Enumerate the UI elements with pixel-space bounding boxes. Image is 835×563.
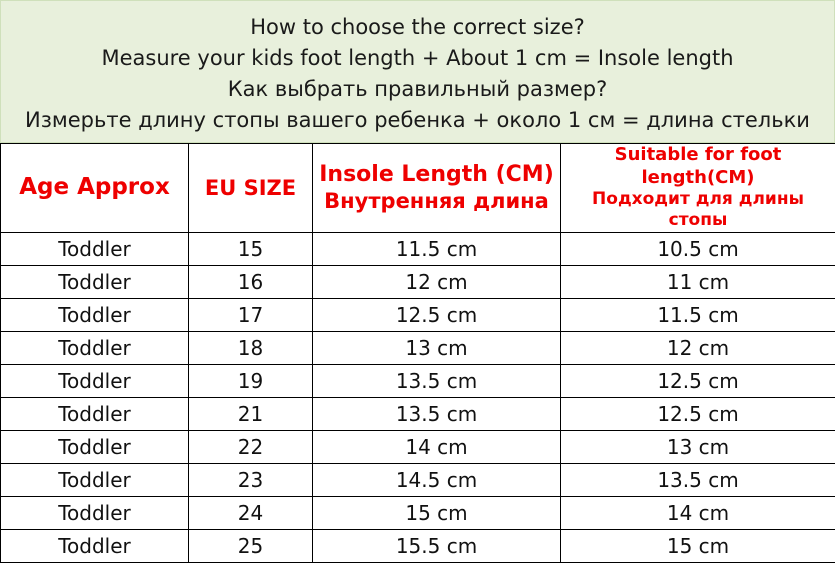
table-row <box>1 364 835 397</box>
cell-age: Toddler <box>1 463 189 496</box>
column-header-age-main: Age Approx <box>19 174 170 200</box>
table-row <box>1 496 835 529</box>
cell-eu-size: 21 <box>189 397 313 430</box>
cell-foot-length: 14 cm <box>561 496 835 529</box>
cell-insole-length: 14 cm <box>313 430 561 463</box>
cell-insole-length: 12.5 cm <box>313 298 561 331</box>
cell-age: Toddler <box>1 430 189 463</box>
banner-line-ru-instruction: Измерьте длину стопы вашего ребенка + около 1 см = длина стельки <box>1 105 834 136</box>
cell-insole-length: 15.5 cm <box>313 529 561 562</box>
cell-insole-length: 13 cm <box>313 331 561 364</box>
cell-insole-length: 14.5 cm <box>313 463 561 496</box>
cell-eu-size: 17 <box>189 298 313 331</box>
cell-age: Toddler <box>1 496 189 529</box>
cell-insole-length: 12 cm <box>313 265 561 298</box>
cell-age: Toddler <box>1 529 189 562</box>
table-header-row <box>1 144 835 233</box>
cell-eu-size: 23 <box>189 463 313 496</box>
cell-age: Toddler <box>1 232 189 265</box>
column-header-eu-size-main: EU SIZE <box>205 176 296 200</box>
table-row <box>1 265 835 298</box>
cell-eu-size: 18 <box>189 331 313 364</box>
table-row <box>1 331 835 364</box>
cell-age: Toddler <box>1 397 189 430</box>
cell-insole-length: 13.5 cm <box>313 364 561 397</box>
table-header <box>1 144 835 233</box>
cell-insole-length: 15 cm <box>313 496 561 529</box>
banner-line-en-question: How to choose the correct size? <box>1 12 834 43</box>
cell-foot-length: 10.5 cm <box>561 232 835 265</box>
cell-eu-size: 15 <box>189 232 313 265</box>
table-row <box>1 463 835 496</box>
cell-age: Toddler <box>1 331 189 364</box>
table-row <box>1 430 835 463</box>
column-header-age <box>1 144 189 233</box>
cell-foot-length: 12.5 cm <box>561 397 835 430</box>
column-header-foot-length-sub: Подходит для длины стопы <box>561 189 835 232</box>
cell-foot-length: 12.5 cm <box>561 364 835 397</box>
cell-age: Toddler <box>1 298 189 331</box>
cell-foot-length: 13.5 cm <box>561 463 835 496</box>
cell-eu-size: 24 <box>189 496 313 529</box>
cell-foot-length: 12 cm <box>561 331 835 364</box>
column-header-insole-length <box>313 144 561 233</box>
cell-foot-length: 13 cm <box>561 430 835 463</box>
cell-eu-size: 16 <box>189 265 313 298</box>
column-header-insole-length-main: Insole Length (CM) <box>319 162 554 187</box>
cell-foot-length: 15 cm <box>561 529 835 562</box>
cell-eu-size: 25 <box>189 529 313 562</box>
cell-eu-size: 22 <box>189 430 313 463</box>
banner-line-en-instruction: Measure your kids foot length + About 1 cm = Insole length <box>1 43 834 74</box>
table-row <box>1 232 835 265</box>
size-table <box>0 143 835 563</box>
column-header-foot-length <box>561 144 835 233</box>
banner-line-ru-question: Как выбрать правильный размер? <box>1 74 834 105</box>
table-row <box>1 397 835 430</box>
column-header-eu-size <box>189 144 313 233</box>
table-body <box>1 232 835 562</box>
cell-insole-length: 13.5 cm <box>313 397 561 430</box>
instruction-banner <box>0 0 835 143</box>
column-header-insole-length-sub: Внутренняя длина <box>313 188 560 214</box>
cell-foot-length: 11 cm <box>561 265 835 298</box>
cell-insole-length: 11.5 cm <box>313 232 561 265</box>
table-row <box>1 298 835 331</box>
cell-foot-length: 11.5 cm <box>561 298 835 331</box>
table-row <box>1 529 835 562</box>
cell-eu-size: 19 <box>189 364 313 397</box>
column-header-foot-length-main: Suitable for foot length(CM) <box>615 144 782 188</box>
cell-age: Toddler <box>1 364 189 397</box>
cell-age: Toddler <box>1 265 189 298</box>
